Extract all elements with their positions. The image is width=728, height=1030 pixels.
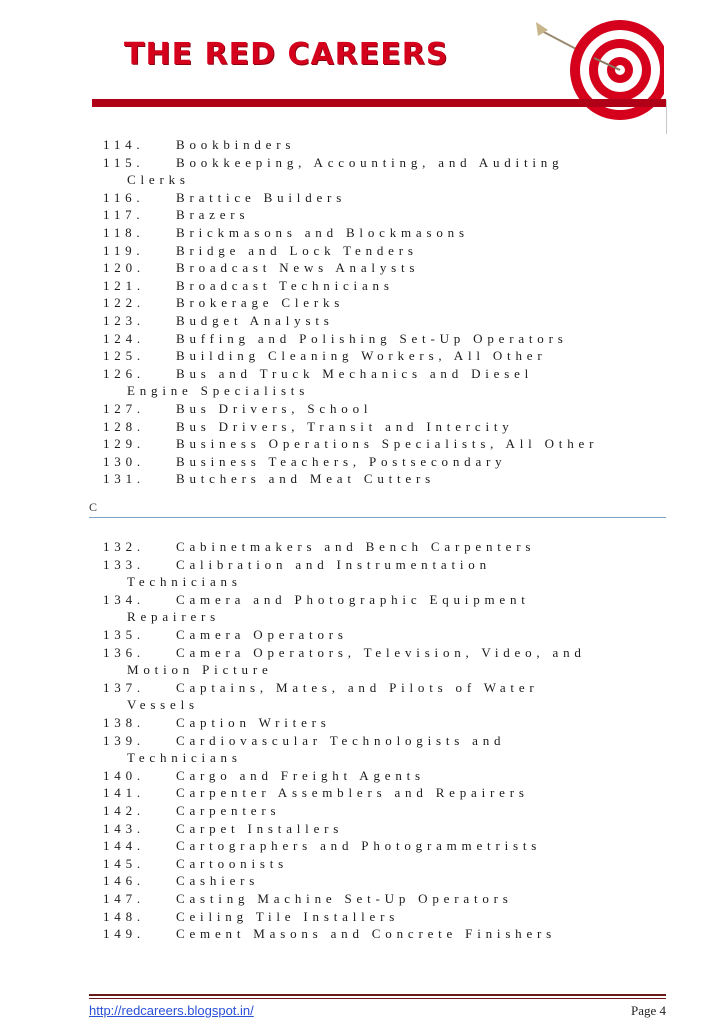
item-title: Broadcast News Analysts bbox=[176, 260, 420, 276]
item-title: Carpenter Assemblers and Repairers bbox=[176, 785, 529, 801]
item-number: 129. bbox=[103, 436, 145, 452]
item-number: 126. bbox=[103, 365, 145, 381]
item-number: 120. bbox=[103, 260, 145, 276]
item-number: 136. bbox=[103, 644, 145, 660]
item-title: Buffing and Polishing Set-Up Operators bbox=[176, 330, 568, 346]
item-title: Ceiling Tile Installers bbox=[176, 908, 400, 924]
item-title: Business Operations Specialists, All Other bbox=[176, 436, 599, 452]
item-number: 132. bbox=[103, 539, 145, 554]
footer-link[interactable]: http://redcareers.blogspot.in/ bbox=[89, 1003, 254, 1018]
item-number: 114. bbox=[103, 137, 145, 152]
section-letter: C bbox=[89, 500, 98, 514]
item-title: Budget Analysts bbox=[176, 313, 334, 328]
header-vertical-rule bbox=[666, 100, 667, 134]
item-title: Broadcast Technicians bbox=[176, 277, 394, 293]
footer-divider bbox=[89, 994, 666, 996]
header-divider bbox=[92, 99, 666, 107]
page-number: Page 4 bbox=[630, 1003, 666, 1018]
item-number: 149. bbox=[103, 926, 145, 942]
item-title: Butchers and Meat Cutters bbox=[176, 471, 435, 487]
item-title: Cartoonists bbox=[176, 855, 289, 871]
item-number: 115. bbox=[103, 154, 145, 170]
item-number: 147. bbox=[103, 891, 145, 906]
item-title: Brickmasons and Blockmasons bbox=[176, 225, 469, 240]
item-title: Cabinetmakers and Bench Carpenters bbox=[176, 539, 536, 554]
item-number: 144. bbox=[103, 838, 145, 854]
item-title: Bus and Truck Mechanics and Diesel bbox=[176, 365, 534, 381]
item-number: 134. bbox=[103, 591, 145, 607]
item-number: 138. bbox=[103, 715, 145, 730]
item-title: Cartographers and Photogrammetrists bbox=[176, 838, 542, 854]
item-number: 128. bbox=[103, 418, 145, 434]
item-title: Carpenters bbox=[176, 803, 281, 818]
item-title: Bus Drivers, Transit and Intercity bbox=[176, 418, 514, 434]
item-title: Caption Writers bbox=[176, 715, 331, 730]
item-title: Camera Operators, Television, Video, and bbox=[176, 644, 586, 660]
item-number: 142. bbox=[103, 803, 145, 818]
item-number: 137. bbox=[103, 679, 145, 695]
item-number: 116. bbox=[103, 189, 145, 205]
item-title: Casting Machine Set-Up Operators bbox=[176, 891, 513, 906]
item-number: 130. bbox=[103, 453, 145, 469]
item-number: 118. bbox=[103, 225, 145, 240]
item-title: Bus Drivers, School bbox=[176, 401, 373, 416]
target-arrow-icon bbox=[534, 8, 664, 138]
item-title-continuation: Clerks bbox=[127, 172, 190, 188]
brand-title: THE RED CAREERS bbox=[124, 37, 449, 72]
footer-divider-thin bbox=[89, 998, 666, 999]
item-title: Bookkeeping, Accounting, and Auditing bbox=[176, 154, 564, 170]
item-number: 127. bbox=[103, 401, 145, 416]
item-number: 121. bbox=[103, 277, 145, 293]
item-title: Brokerage Clerks bbox=[176, 295, 345, 311]
item-number: 123. bbox=[103, 313, 145, 328]
section-divider bbox=[89, 517, 666, 518]
item-title: Brattice Builders bbox=[176, 189, 347, 205]
item-title: Cargo and Freight Agents bbox=[176, 767, 425, 783]
item-title: Captains, Mates, and Pilots of Water bbox=[176, 679, 539, 695]
item-number: 143. bbox=[103, 820, 145, 836]
item-title: Building Cleaning Workers, All Other bbox=[176, 348, 547, 364]
page-header bbox=[0, 0, 728, 130]
item-number: 119. bbox=[103, 242, 145, 258]
item-number: 145. bbox=[103, 855, 145, 871]
item-number: 125. bbox=[103, 348, 145, 364]
item-number: 117. bbox=[103, 207, 145, 223]
item-title: Calibration and Instrumentation bbox=[176, 556, 491, 572]
item-title: Business Teachers, Postsecondary bbox=[176, 453, 507, 469]
item-title: Cardiovascular Technologists and bbox=[176, 732, 506, 748]
item-title: Cashiers bbox=[176, 873, 260, 889]
item-title-continuation: Technicians bbox=[127, 750, 242, 766]
item-title-continuation: Motion Picture bbox=[127, 662, 273, 678]
item-number: 124. bbox=[103, 330, 145, 346]
item-title-continuation: Engine Specialists bbox=[127, 383, 310, 399]
item-number: 148. bbox=[103, 908, 145, 924]
item-number: 135. bbox=[103, 627, 145, 642]
item-title-continuation: Vessels bbox=[127, 697, 199, 713]
item-title: Camera Operators bbox=[176, 627, 348, 642]
item-number: 141. bbox=[103, 785, 145, 801]
item-number: 131. bbox=[103, 471, 145, 487]
item-title: Cement Masons and Concrete Finishers bbox=[176, 926, 557, 942]
item-title: Bookbinders bbox=[176, 137, 296, 152]
item-number: 146. bbox=[103, 873, 145, 889]
item-title: Carpet Installers bbox=[176, 820, 344, 836]
item-title-continuation: Technicians bbox=[127, 574, 242, 590]
item-title-continuation: Repairers bbox=[127, 609, 221, 625]
item-title: Brazers bbox=[176, 207, 250, 223]
item-number: 139. bbox=[103, 732, 145, 748]
item-number: 122. bbox=[103, 295, 145, 311]
item-title: Bridge and Lock Tenders bbox=[176, 242, 418, 258]
item-number: 140. bbox=[103, 767, 145, 783]
item-number: 133. bbox=[103, 556, 145, 572]
item-title: Camera and Photographic Equipment bbox=[176, 591, 530, 607]
